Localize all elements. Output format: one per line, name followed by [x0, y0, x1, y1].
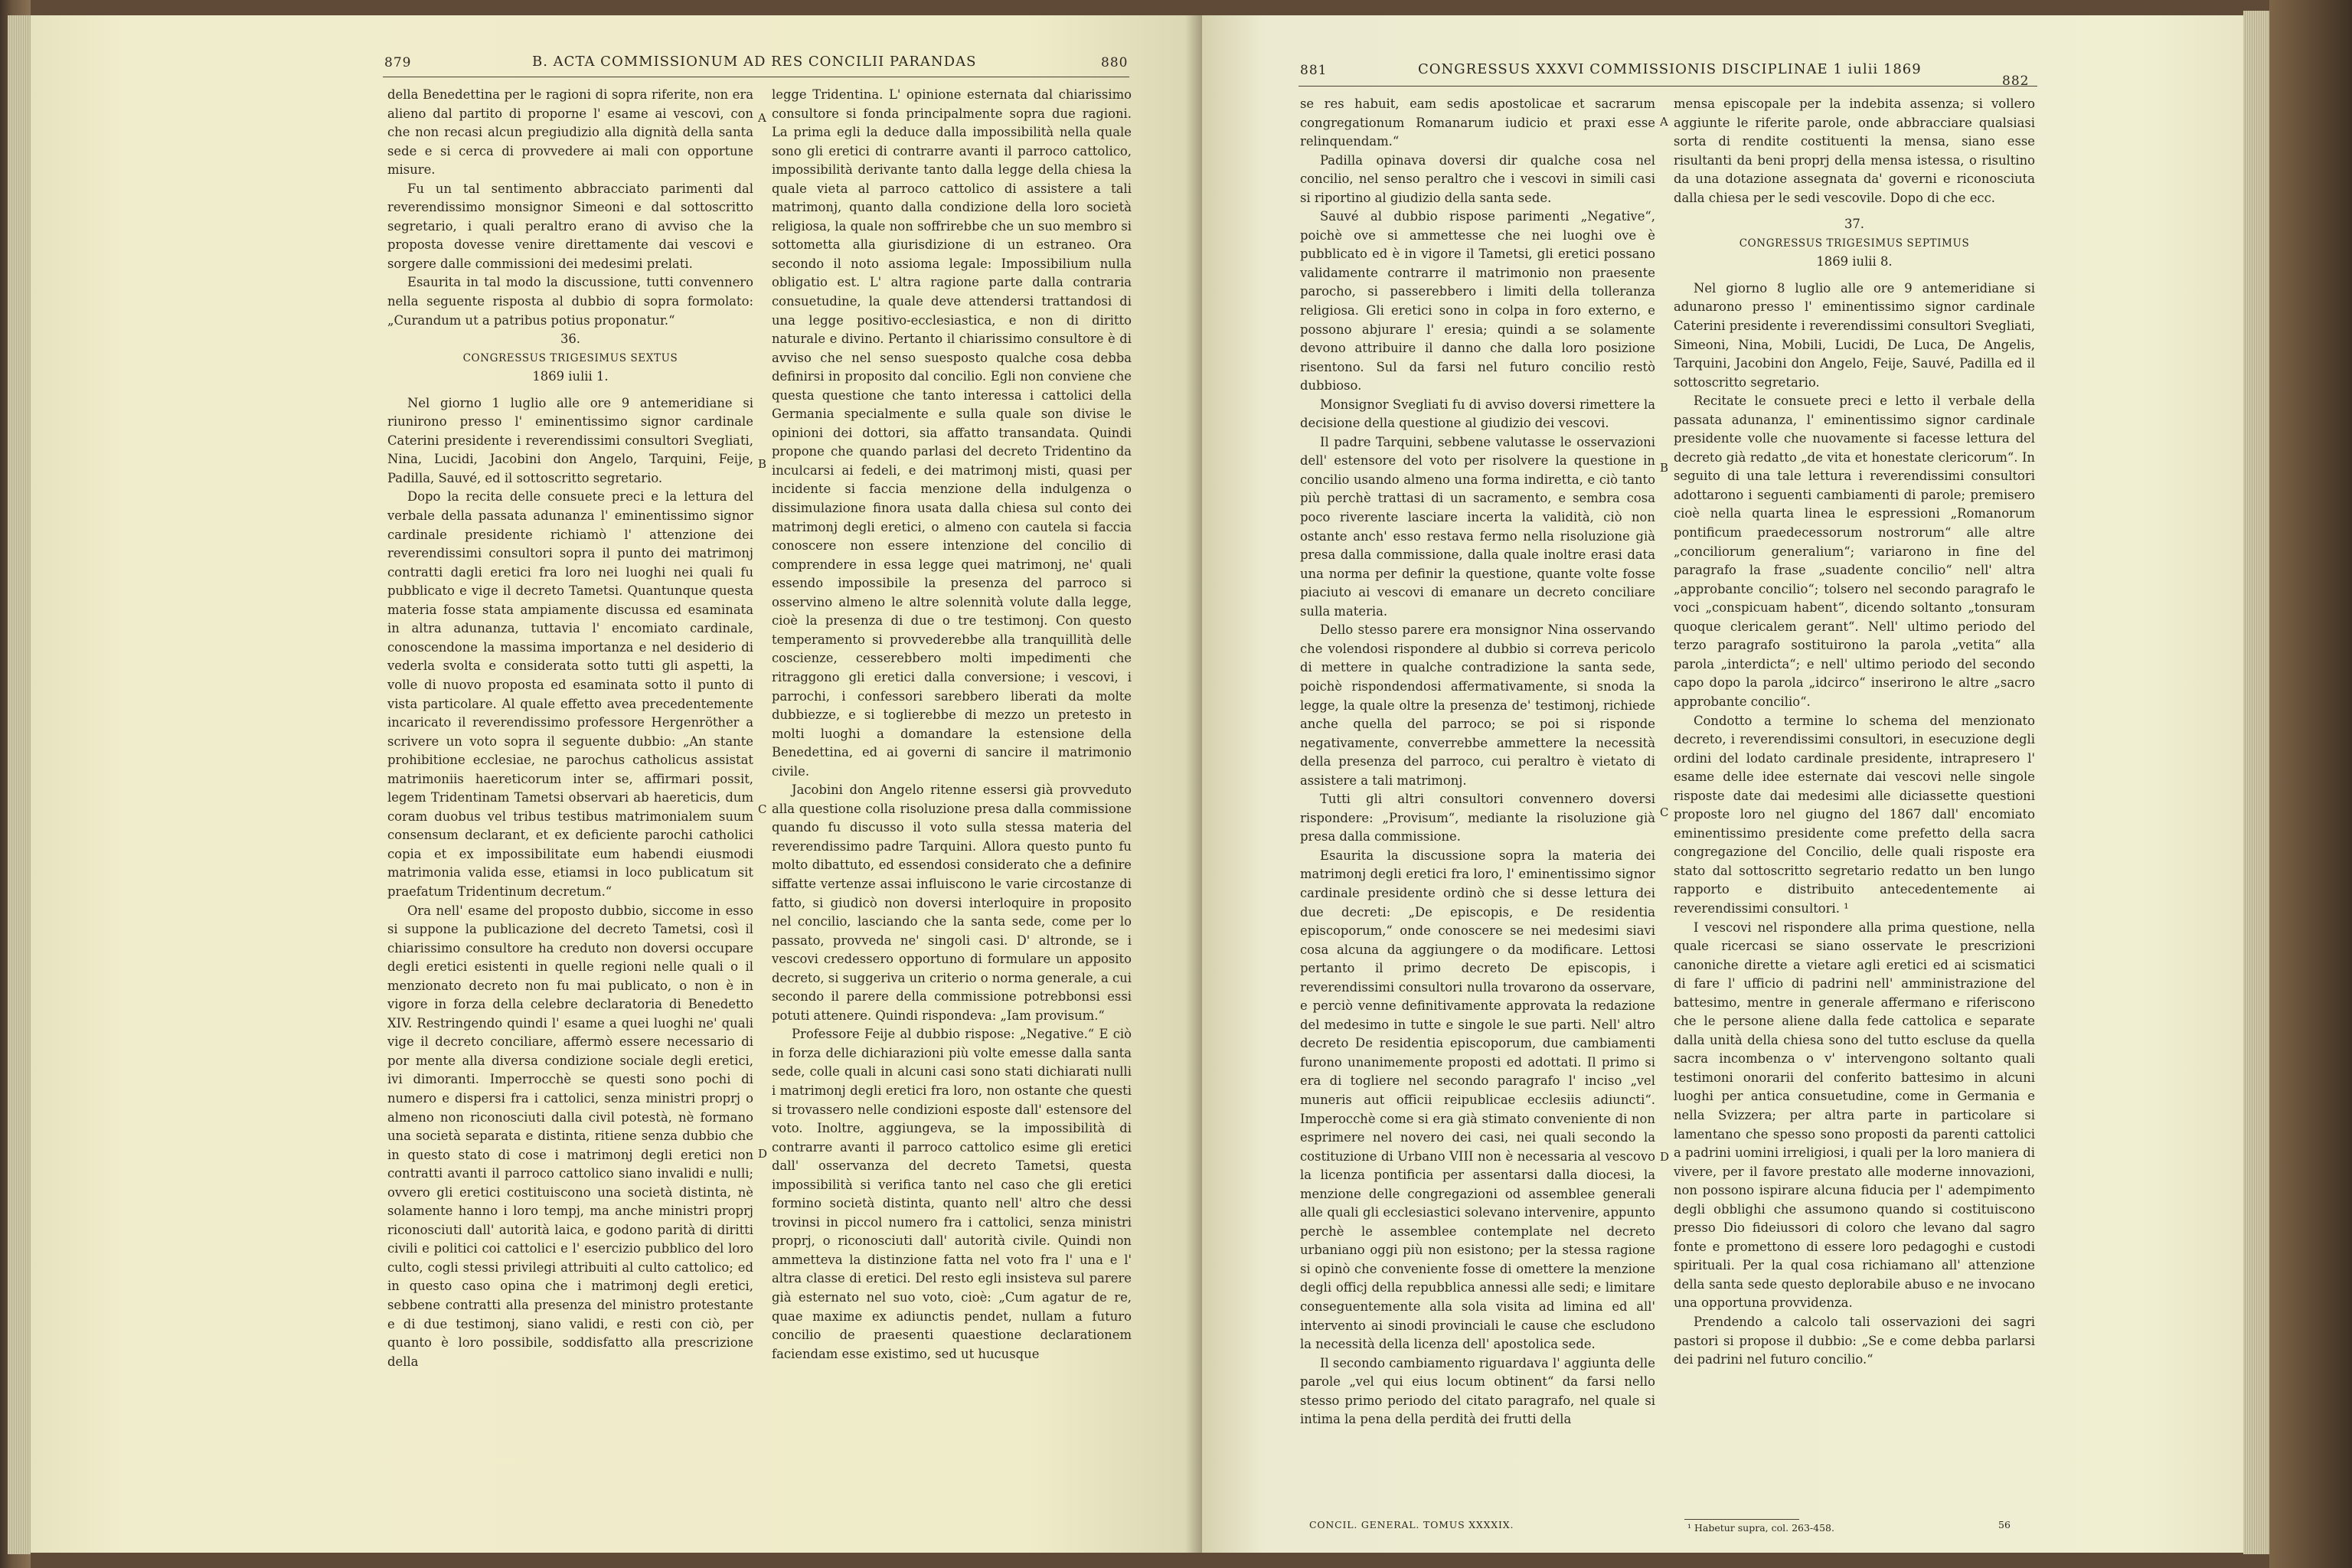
- paragraph: Il padre Tarquini, sebbene valutasse le osservazioni dell' estensore del voto per risolvere la questione in concilio usando almeno una forma indiretta, e ciò tanto più perchè trattasi di un sacramento, e sembra cosa poco riverente lasciare incerta la validità, ciò non ostante anch' esso restava fermo nella risoluzione già presa dalla commissione, dalla quale inoltre erasi data una norma per definir la questione, quante volte fosse piaciuto ai vescovi di emanare un decreto conciliare sulla materia.: [1300, 434, 1655, 619]
- paragraph: Monsignor Svegliati fu di avviso doversi rimettere la decisione della questione al giudizio dei vescovi.: [1300, 397, 1655, 431]
- section-title: CONGRESSUS TRIGESIMUS SEPTIMUS: [1739, 237, 1970, 250]
- right-page: [1202, 15, 2245, 1553]
- margin-mark-b: B: [758, 457, 767, 471]
- left-page: [31, 15, 1202, 1553]
- margin-mark-d: D: [1660, 1150, 1670, 1164]
- paragraph: Nel giorno 1 luglio alle ore 9 antemeridiane si riunirono presso l' eminentissimo signor cardinale Caterini presidente i reverendissimi consultori Svegliati, Nina, Lucidi, Jacobini don Angelo, Tarquini, Feije, Padilla, Sauvé, ed il sottoscritto segretario.: [387, 395, 753, 485]
- page-stack-right: [2243, 11, 2269, 1554]
- margin-mark-c: C: [1660, 805, 1669, 819]
- section-number: 37.: [1844, 217, 1865, 232]
- paragraph: Esaurita in tal modo la discussione, tutti convennero nella seguente risposta al dubbio di sopra formolato: „Curandum ut a patribus potius proponatur.“: [387, 275, 753, 328]
- paragraph: Il secondo cambiamento riguardava l' aggiunta delle parole „vel qui eius locum obtinent“ da farsi nello stesso primo periodo del citato paragrafo, nel quale si intima la pena della perdità dei frutti della: [1300, 1355, 1655, 1427]
- right-page-number-right: 882: [2002, 74, 2030, 89]
- margin-mark-a: A: [1660, 115, 1668, 129]
- header-rule: [1298, 86, 2037, 87]
- paragraph: Dopo la recita delle consuete preci e la lettura del verbale della passata adunanza l' eminentissimo signor cardinale presidente richiamò l' attenzione dei reverendissimi consultori sopra il punto dei matrimonj contratti dagli eretici fra loro nei luoghi nei quali fu pubblicato e vige il decreto Tametsi. Quantunque questa materia fosse stata ampiamente discussa ed esaminata in altra adunanza, tuttavia l' encomiato cardinale, conoscendone la massima importanza e nel desiderio di vederla svolta e considerata sotto tutti gli aspetti, la volle di nuovo proposta ed esaminata sotto il punto di vista particolare. Al quale effetto avea precedentemente incaricato il reverendissimo professore Hergenröther a scrivere un voto sopra il seguente dubbio: „An stante prohibitione ecclesiae, ne parochus catholicus assistat matrimoniis haereticorum inter se, affirmari possit, legem Tridentinam Tametsi observari ab haereticis, dum coram duobus vel tribus testibus matrimonialem suum consensum declarant, et ex deficiente parochi catholici copia et ex impossibilitate eum habendi eiusmodi matrimonia valida esse, etiamsi in loco publicatum sit praefatum Tridentinum decretum.“: [387, 489, 753, 899]
- paragraph: Jacobini don Angelo ritenne essersi già provveduto alla questione colla risoluzione presa dalla commissione quando fu discusso il voto sulla stessa materia del reverendissimo padre Tarquini. Allora questo punto fu molto dibattuto, ed essendosi considerato che a definire siffatte vertenze assai influiscono le varie circostanze di fatto, si giudicò non doversi interloquire in proposito nel concilio, lasciando che la santa sede, come per lo passato, provveda ne' singoli casi. D' altronde, se i vescovi credessero opportuno di formulare un apposito decreto, si suggeriva un criterio o norma generale, a cui secondo il parere della commissione potrebbonsi essi potuti attenere. Quindi rispondeva: „Iam provisum.“: [772, 782, 1132, 1023]
- margin-mark-d: D: [758, 1147, 768, 1161]
- paragraph: Ora nell' esame del proposto dubbio, siccome in esso si suppone la publicazione del decreto Tametsi, così il chiarissimo consultore ha creduto non doversi occupare degli eretici esistenti in quelle regioni nelle quali o il menzionato decreto non fu mai publicato, o non è in vigore in forza della celebre declaratoria di Benedetto XIV. Restringendo quindi l' esame a quei luoghi ne' quali vige il decreto conciliare, affermò essere necessario di por mente alla diversa condizione sociale degli eretici, ivi dimoranti. Imperrocchè se questi sono pochi di numero e dispersi fra i cattolici, senza ministri proprj o almeno non riconosciuti dalla civil potestà, nè formano una società separata e distinta, ritiene senza dubbio che in questo stato di cose i matrimonj degli eretici non contratti avanti il parroco cattolico siano invalidi e nulli; ovvero gli eretici costituiscono una società distinta, nè solamente hanno i loro tempj, ma anche ministri proprj riconosciuti dall' autorità laica, e godono parità di diritti civili e politici coi cattolici e l' esercizio pubblico del loro culto, cogli stessi privilegi attribuiti al culto cattolico; ed in questo caso opina che i matrimonj degli eretici, sebbene contratti alla presenza del ministro protestante e di due testimonj, siano validi, e resti con ciò, per quanto è loro possibile, soddisfatto alla prescrizione della: [387, 903, 753, 1369]
- paragraph: Condotto a termine lo schema del menzionato decreto, i reverendissimi consultori, in esecuzione degli ordini del lodato cardinale presidente, intrapresero l' esame delle idee esternate dai vescovi nelle singole risposte date dai medesimi alle diciassette questioni proposte loro nel giugno del 1867 dall' encomiato eminentissimo presidente come prefetto della sacra congregazione del Concilio, delle quali risposte era stato dal sottoscritto segretario redatto un ben lungo rapporto e distribuito antecedentemente ai reverendissimi consultori. ¹: [1674, 713, 2035, 916]
- margin-mark-b: B: [1660, 461, 1669, 475]
- paragraph: I vescovi nel rispondere alla prima questione, nella quale ricercasi se siano osservate le prescrizioni canoniche dirette a vietare agli eretici ed ai scismatici di fare l' ufficio di padrini nell' amministrazione del battesimo, mentre in generale affermano e riferiscono che le persone aliene dalla fede cattolica e separate dalla unità della chiesa sono del tutto escluse da quella sacra incombenza o v' intervengono soltanto quali testimoni onorarii del conferito battesimo in alcuni luoghi per antica consuetudine, come in Germania e nella Svizzera; per altra parte in particolare si lamentano che spesso sono proposti da parenti cattolici a padrini uomini irreligiosi, i quali per la loro maniera di vivere, per il favore prestato alle moderne innovazioni, non possono ispirare alcuna fiducia per l' adempimento degli obblighi che assumono quando si costituiscono presso Dio fideiussori di coloro che levano dal sagro fonte e promettono di essere loro pedagoghi e custodi spirituali. Per la qual cosa richiamano all' attenzione della santa sede questo deplorabile abuso e ne invocano una opportuna provvidenza.: [1674, 920, 2035, 1311]
- section-number: 36.: [560, 332, 581, 347]
- left-running-title: B. ACTA COMMISSIONUM AD RES CONCILII PARANDAS: [532, 54, 977, 70]
- paragraph: Dello stesso parere era monsignor Nina osservando che volendosi rispondere al dubbio si correva pericolo di mettere in qualche contradizione la santa sede, poichè rispondendosi affermativamente, si snoda la legge, la quale oltre la presenza de' testimonj, richiede anche quella del parroco; se poi si risponde negativamente, converrebbe ammettere la necessità della presenza del parroco, cui peraltro è vietato di assistere a tali matrimonj.: [1300, 622, 1655, 788]
- right-page-number: 881: [1300, 63, 1328, 78]
- paragraph: Sauvé al dubbio rispose parimenti „Negative“, poichè ove si ammettesse che nei luoghi ove è pubblicato ed è in vigore il Tametsi, gli eretici possano validamente contrarre il matrimonio non praesente parocho, si passerebbero i limiti della tolleranza religiosa. Gli eretici sono in colpa in foro externo, e possono abjurare l' eresia; quindi a se solamente devono attribuire il danno che dalla loro posizione risentono. Sul da farsi nel futuro concilio restò dubbioso.: [1300, 209, 1655, 394]
- paragraph: Esaurita la discussione sopra la materia dei matrimonj degli eretici fra loro, l' eminentissimo signor cardinale presidente ordinò che si desse lettura dei due decreti: „De episcopis, e De residentia episcoporum,“ onde conoscere se nei medesimi siavi cosa alcuna da aggiungere o da modificare. Lettosi pertanto il primo decreto De episcopis, i reverendissimi consultori nulla trovarono da osservare, e perciò venne definitivamente approvata la redazione del medesimo in tutte e singole le sue parti. Nell' altro decreto De residentia episcoporum, due cambiamenti furono unanimemente proposti ed adottati. Il primo si era di togliere nel secondo paragrafo l' inciso „vel muneris aut officii reipublicae ecclesiis adiuncti“. Imperocchè come si era già stimato conveniente di non esprimere nel novero dei casi, nei quali secondo la costituzione di Urbano VIII non è necessaria al vescovo la licenza pontificia per assentarsi dalla diocesi, la menzione delle congregazioni od assemblee generali alle quali gli ecclesiastici solevano intervenire, appunto perchè le assemblee contemplate nel decreto urbaniano oggi più non esistono; per la stessa ragione si opinò che conveniente fosse di omettere la menzione degli officj della repubblica annessi alle sedi; e limitare conseguentemente alla sola visita ad limina ed all' intervento ai sinodi provinciali le cause che escludono la necessità della licenza dell' apostolica sede.: [1300, 848, 1655, 1352]
- left-column-2: [772, 86, 1132, 1364]
- left-page-number-right: 880: [1101, 55, 1129, 70]
- paragraph: se res habuit, eam sedis apostolicae et sacrarum congregationum Romanarum iudicio et praxi esse relinquendam.“: [1300, 96, 1655, 149]
- paragraph: della Benedettina per le ragioni di sopra riferite, non era alieno dal partito di proporne l' esame ai vescovi, con che non recasi alcun pregiudizio alla dignità della santa sede e si cerca di provvedere ai mali con opportune misure.: [387, 87, 753, 178]
- section-date: 1869 iulii 8.: [1816, 254, 1893, 270]
- paragraph: Fu un tal sentimento abbracciato parimenti dal reverendissimo monsignor Simeoni e dal sottoscritto segretario, i quali peraltro erano di avviso che la proposta dovesse venire direttamente dai vescovi e sorgere dalle commissioni dei medesimi prelati.: [387, 181, 753, 271]
- paragraph: Padilla opinava doversi dir qualche cosa nel concilio, nel senso peraltro che i vescovi in simili casi si riportino al giudizio della santa sede.: [1300, 152, 1655, 205]
- right-column-1: [1300, 95, 1655, 1429]
- paragraph: Prendendo a calcolo tali osservazioni dei sagri pastori si propose il dubbio: „Se e come debba parlarsi dei padrini nel futuro concilio.“: [1674, 1315, 2035, 1367]
- paragraph: Professore Feije al dubbio rispose: „Negative.“ E ciò in forza delle dichiarazioni più volte emesse dalla santa sede, colle quali in alcuni casi sono stati dichiarati nulli i matrimonj degli eretici fra loro, non ostante che questi si trovassero nelle condizioni esposte dall' estensore del voto. Inoltre, aggiungeva, se la impossibilità di contrarre avanti il parroco cattolico esime gli eretici dall' osservanza del decreto Tametsi, questa impossibilità si verifica tanto nel caso che gli eretici formino società distinta, quanto nell' altro che dessi trovinsi in piccol numero fra i cattolici, senza ministri proprj, o riconosciuti dall' autorità civile. Quindi non ammetteva la distinzione fatta nel voto fra l' una e l' altra classe di eretici. Del resto egli insisteva sul parere già esternato nel suo voto, cioè: „Cum agatur de re, quae maxime ex adiunctis pendet, nullam a futuro concilio de praesenti quaestione declarationem faciendam esse existimo, sed ut hucusque: [772, 1027, 1132, 1361]
- book-edge-right: [2269, 0, 2352, 1568]
- footnote-rule: [1684, 1519, 1799, 1520]
- margin-mark-c: C: [758, 802, 767, 816]
- page-stack-left: [8, 15, 31, 1554]
- left-column-1: [387, 86, 753, 1371]
- paragraph: Tutti gli altri consultori convennero doversi rispondere: „Provisum“, mediante la risoluzione già presa dalla commissione.: [1300, 792, 1655, 844]
- right-column-2: [1674, 95, 2035, 1370]
- left-page-number: 879: [384, 55, 412, 70]
- margin-mark-a: A: [758, 111, 766, 125]
- footnote: ¹ Habetur supra, col. 263-458.: [1687, 1522, 1834, 1534]
- section-date: 1869 iulii 1.: [532, 369, 609, 384]
- paragraph: legge Tridentina. L' opinione esternata dal chiarissimo consultore si fonda principalmente sopra due ragioni. La prima egli la deduce dalla impossibilità nella quale sono gli eretici di contrarre avanti il parroco cattolico, impossibilità derivante tanto dalla legge della chiesa la quale vieta al parroco cattolico di assistere a tali matrimonj, quanto dalla condizione della loro società religiosa, la quale non soffrirebbe che un suo membro si sottometta alla giurisdizione di un estraneo. Ora secondo il noto assioma legale: Impossibilium nulla obligatio est. L' altra ragione parte dalla contraria consuetudine, la quale deve attendersi trattandosi di una legge positivo-ecclesiastica, e non di diritto naturale e divino. Pertanto il chiarissimo consultore è di avviso che nel senso suesposto qualche cosa debba definirsi in proposito dal concilio. Egli non conviene che questa questione che tanto interessa i cattolici della Germania specialmente e sulla quale son divise le opinioni dei dottori, sia affatto transandata. Quindi propone che quando parlasi del decreto Tridentino da inculcarsi ai fedeli, e dei matrimonj misti, quasi per incidente si faccia menzione della indulgenza o dissimulazione finora usata dalla chiesa sul conto dei matrimonj degli eretici, o almeno con cautela si faccia conoscere non essere intenzione del concilio di comprendere in essa legge quei matrimonj, ne' quali essendo impossibile la presenza del parroco si osservino almeno le altre solennità volute dalla legge, cioè la presenza di due o tre testimonj. Con questo temperamento si provvederebbe alla tranquillità delle coscienze, cesserebbero molti impedimenti che ritraggono gli eretici dalla conversione; i vescovi, i parrochi, i confessori sarebbero liberati da molte dubbiezze, e si toglierebbe di mezzo un pretesto in molti luoghi a domandare la estensione della Benedettina, ed ai governi di sancire il matrimonio civile.: [772, 87, 1132, 779]
- right-running-title: CONGRESSUS XXXVI COMMISSIONIS DISCIPLINAE 1 iulii 1869: [1418, 61, 1922, 77]
- signature-mark: CONCIL. GENERAL. TOMUS XXXXIX.: [1309, 1519, 1514, 1530]
- section-title: CONGRESSUS TRIGESIMUS SEXTUS: [462, 351, 678, 364]
- paragraph: Nel giorno 8 luglio alle ore 9 antemeridiane si adunarono presso l' eminentissimo signor cardinale Caterini presidente i reverendissimi consultori Svegliati, Simeoni, Nina, Mobili, Lucidi, De Luca, De Angelis, Tarquini, Jacobini don Angelo, Feije, Sauvé, Padilla ed il sottoscritto segretario.: [1674, 280, 2035, 390]
- paragraph: mensa episcopale per la indebita assenza; si vollero aggiunte le riferite parole, onde abbracciare qualsiasi sorta di rendite costituenti la mensa, siano esse risultanti da beni proprj della mensa istessa, o risultino da una dotazione assegnata da' governi e riconosciuta dalla chiesa per le sedi vescovile. Dopo di che ecc.: [1674, 96, 2035, 205]
- sheet-number: 56: [1998, 1519, 2011, 1530]
- paragraph: Recitate le consuete preci e letto il verbale della passata adunanza, l' eminentissimo signor cardinale presidente volle che nuovamente si facesse lettura del decreto già redatto „de vita et honestate clericorum“. In seguito di una tale lettura i reverendissimi consultori adottarono i seguenti cambiamenti di parole; premisero cioè nella quarta linea le espressioni „Romanorum pontificum praedecessorum nostrorum“ alle altre „conciliorum generalium“; variarono in fine del paragrafo la frase „suadente concilio“ nell' altra „approbante concilio“; tolsero nel secondo paragrafo le voci „conspicuam habent“, dicendo soltanto „tonsuram quoque clericalem gerant“. Nell' ultimo periodo del terzo paragrafo sostituirono la parola „vetita“ alla parola „interdicta“; e nell' ultimo periodo del secondo capo dopo la parola „idcirco“ inserirono le altre „sacro approbante concilio“.: [1674, 394, 2035, 709]
